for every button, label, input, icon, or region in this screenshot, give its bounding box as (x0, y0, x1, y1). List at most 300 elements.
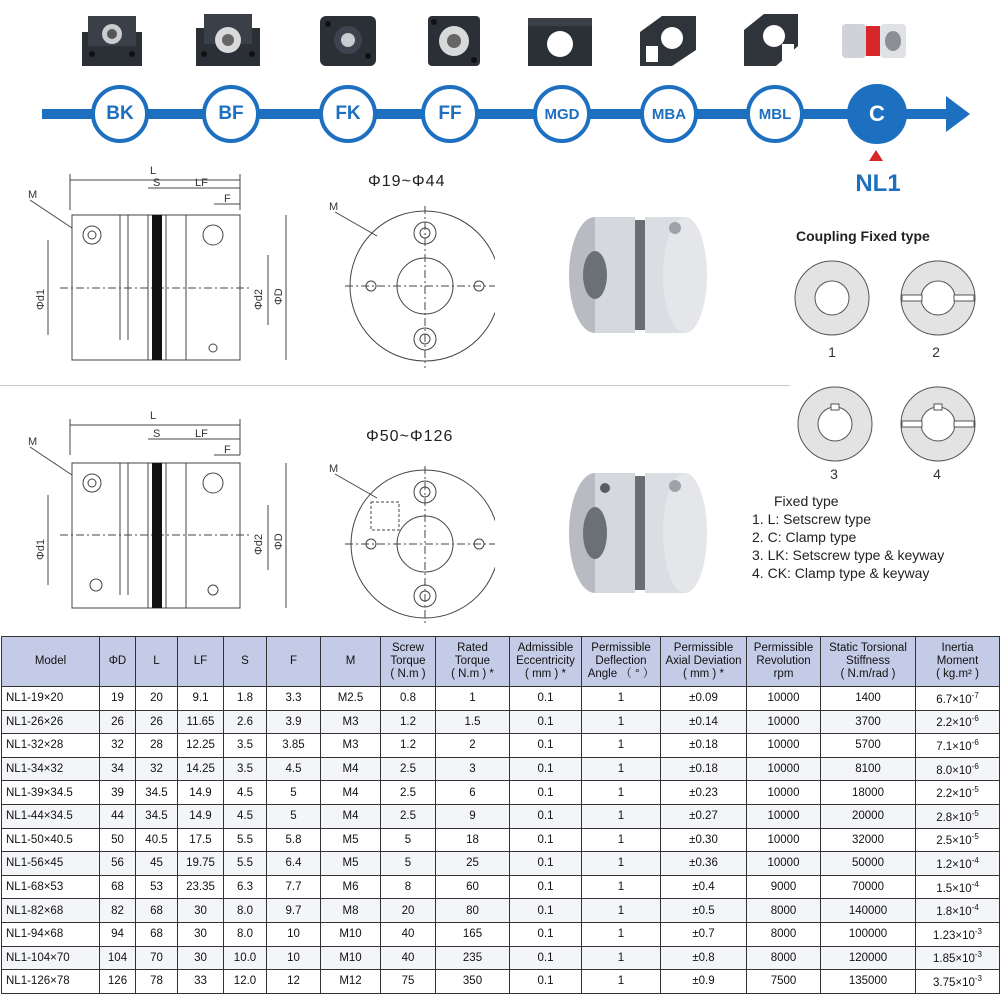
cell-rated-torque: 9 (436, 804, 510, 828)
dim-label-d1: Φd1 (35, 288, 47, 310)
header-line: M (345, 655, 356, 667)
column-header-inertia (916, 637, 1000, 687)
cell-rated-torque: 1.5 (436, 710, 510, 734)
header-line: Inertia (941, 642, 974, 654)
fixed-type-legend (752, 492, 944, 582)
cell-outer-diameter: 26 (100, 710, 136, 734)
cell-stiffness: 50000 (821, 852, 916, 876)
cell-model: NL1-26×26 (2, 710, 100, 734)
cell-revolution: 10000 (747, 804, 821, 828)
nav-node-mbl[interactable]: MBL (746, 85, 804, 143)
cell-s: 6.3 (224, 875, 267, 899)
coupling-photo-small (560, 200, 710, 350)
cell-f: 3.9 (267, 710, 321, 734)
table-row (2, 852, 1000, 876)
cell-outer-diameter: 32 (100, 734, 136, 758)
header-line: Torque (390, 655, 426, 667)
cell-axial-deviation: ±0.30 (661, 828, 747, 852)
cell-inertia: $1.5\times 10^{-4}$ (916, 875, 1000, 899)
cell-screw-torque: 40 (381, 946, 436, 970)
cell-screw-torque: 2.5 (381, 804, 436, 828)
table-row (2, 922, 1000, 946)
cell-m: M4 (321, 804, 381, 828)
nav-timeline-line (42, 109, 950, 119)
cell-axial-deviation: ±0.5 (661, 899, 747, 923)
table-row (2, 804, 1000, 828)
table-row (2, 687, 1000, 711)
table-row (2, 970, 1000, 994)
ff-support-unit-image (418, 10, 490, 70)
header-line: ( N.m/rad ) (840, 668, 896, 680)
nav-node-mba[interactable]: MBA (640, 85, 698, 143)
cell-lf: 33 (178, 970, 224, 994)
cell-deflection-angle: 1 (582, 781, 661, 805)
cell-model: NL1-19×20 (2, 687, 100, 711)
table-header-row (2, 637, 1000, 687)
cell-inertia: $2.2\times 10^{-6}$ (916, 710, 1000, 734)
table-row (2, 899, 1000, 923)
cell-deflection-angle: 1 (582, 757, 661, 781)
nav-node-ff[interactable]: FF (421, 85, 479, 143)
cell-eccentricity: 0.1 (510, 828, 582, 852)
cell-axial-deviation: ±0.18 (661, 757, 747, 781)
cell-lf: 30 (178, 922, 224, 946)
cell-length: 68 (136, 922, 178, 946)
cell-axial-deviation: ±0.36 (661, 852, 747, 876)
header-line: Permissible (673, 642, 734, 654)
fixed-type-1-label: 1 (828, 344, 836, 360)
cell-screw-torque: 0.8 (381, 687, 436, 711)
cell-eccentricity: 0.1 (510, 899, 582, 923)
cell-lf: 30 (178, 946, 224, 970)
cell-m: M6 (321, 875, 381, 899)
cell-model: NL1-34×32 (2, 757, 100, 781)
cell-screw-torque: 75 (381, 970, 436, 994)
fixed-type-2-label: 2 (932, 344, 940, 360)
cell-stiffness: 8100 (821, 757, 916, 781)
cell-f: 6.4 (267, 852, 321, 876)
cell-rated-torque: 18 (436, 828, 510, 852)
table-row (2, 781, 1000, 805)
cell-rated-torque: 2 (436, 734, 510, 758)
cell-revolution: 10000 (747, 828, 821, 852)
front-label-m: M (329, 201, 339, 213)
cell-deflection-angle: 1 (582, 970, 661, 994)
header-line: Angle （ ° ） (587, 668, 655, 680)
cell-s: 8.0 (224, 899, 267, 923)
cell-stiffness: 20000 (821, 804, 916, 828)
cell-inertia: $1.8\times 10^{-4}$ (916, 899, 1000, 923)
cell-rated-torque: 1 (436, 687, 510, 711)
cell-length: 20 (136, 687, 178, 711)
cell-revolution: 9000 (747, 875, 821, 899)
cell-outer-diameter: 39 (100, 781, 136, 805)
cell-lf: 23.35 (178, 875, 224, 899)
front-label-m: M (329, 463, 339, 475)
table-row (2, 946, 1000, 970)
cell-s: 3.5 (224, 734, 267, 758)
nav-node-fk[interactable]: FK (319, 85, 377, 143)
cell-stiffness: 5700 (821, 734, 916, 758)
cell-revolution: 10000 (747, 734, 821, 758)
fixed-type-legend-item: 2. C: Clamp type (752, 529, 857, 545)
mba-motor-bracket-image (632, 10, 704, 70)
header-line: ( mm ) * (683, 668, 724, 680)
column-header-eccentricity (510, 637, 582, 687)
cell-screw-torque: 2.5 (381, 781, 436, 805)
fixed-type-legend-item: 1. L: Setscrew type (752, 511, 872, 527)
cell-outer-diameter: 34 (100, 757, 136, 781)
cell-m: M10 (321, 946, 381, 970)
column-header-s (224, 637, 267, 687)
cell-inertia: $2.5\times 10^{-5}$ (916, 828, 1000, 852)
cell-outer-diameter: 126 (100, 970, 136, 994)
cell-eccentricity: 0.1 (510, 757, 582, 781)
cell-m: M5 (321, 828, 381, 852)
cell-length: 34.5 (136, 804, 178, 828)
cell-s: 8.0 (224, 922, 267, 946)
cell-length: 45 (136, 852, 178, 876)
cell-stiffness: 70000 (821, 875, 916, 899)
cell-rated-torque: 350 (436, 970, 510, 994)
cell-f: 3.85 (267, 734, 321, 758)
cell-rated-torque: 3 (436, 757, 510, 781)
cell-screw-torque: 20 (381, 899, 436, 923)
section-divider (0, 385, 790, 386)
cell-outer-diameter: 104 (100, 946, 136, 970)
cell-model: NL1-56×45 (2, 852, 100, 876)
fixed-type-legend-item: 4. CK: Clamp type & keyway (752, 565, 930, 581)
cell-m: M4 (321, 781, 381, 805)
cell-outer-diameter: 68 (100, 875, 136, 899)
coupling-front-view-small (325, 198, 495, 373)
cell-rated-torque: 60 (436, 875, 510, 899)
range-label-large: Φ50~Φ126 (366, 428, 454, 445)
header-line: Permissible (591, 642, 651, 654)
cell-outer-diameter: 56 (100, 852, 136, 876)
cell-s: 4.5 (224, 781, 267, 805)
cell-deflection-angle: 1 (582, 922, 661, 946)
cell-deflection-angle: 1 (582, 946, 661, 970)
column-header-length (136, 637, 178, 687)
header-line: Screw (392, 642, 424, 654)
cell-deflection-angle: 1 (582, 804, 661, 828)
cell-outer-diameter: 94 (100, 922, 136, 946)
coupling-photo-large (560, 458, 710, 608)
cell-inertia: $2.8\times 10^{-5}$ (916, 804, 1000, 828)
cell-length: 26 (136, 710, 178, 734)
column-header-outer-diameter (100, 637, 136, 687)
cell-screw-torque: 5 (381, 852, 436, 876)
cell-lf: 14.9 (178, 781, 224, 805)
cell-eccentricity: 0.1 (510, 922, 582, 946)
cell-m: M2.5 (321, 687, 381, 711)
header-line: ( N.m ) (390, 668, 426, 680)
cell-eccentricity: 0.1 (510, 687, 582, 711)
header-line: Stiffness (846, 655, 890, 667)
cell-revolution: 7500 (747, 970, 821, 994)
cell-inertia: $8.0\times 10^{-6}$ (916, 757, 1000, 781)
cell-s: 5.5 (224, 852, 267, 876)
cell-lf: 14.25 (178, 757, 224, 781)
cell-inertia: $1.85\times 10^{-3}$ (916, 946, 1000, 970)
cell-m: M3 (321, 710, 381, 734)
cell-s: 2.6 (224, 710, 267, 734)
cell-lf: 12.25 (178, 734, 224, 758)
cell-f: 9.7 (267, 899, 321, 923)
cell-stiffness: 1400 (821, 687, 916, 711)
cell-stiffness: 140000 (821, 899, 916, 923)
cell-eccentricity: 0.1 (510, 970, 582, 994)
range-label-small: Φ19~Φ44 (368, 173, 446, 190)
cell-rated-torque: 165 (436, 922, 510, 946)
dim-label-s: S (153, 177, 161, 189)
nav-node-mgd[interactable]: MGD (533, 85, 591, 143)
cell-model: NL1-104×70 (2, 946, 100, 970)
mbl-motor-bracket-image (738, 10, 810, 70)
dim-label-m: M (28, 436, 38, 448)
table-row (2, 710, 1000, 734)
fixed-type-3-label: 3 (830, 466, 838, 482)
header-line: ( kg.m² ) (936, 668, 979, 680)
cell-s: 12.0 (224, 970, 267, 994)
cell-axial-deviation: ±0.4 (661, 875, 747, 899)
cell-screw-torque: 1.2 (381, 734, 436, 758)
nav-arrow-icon (946, 96, 970, 132)
column-header-screw-torque (381, 637, 436, 687)
cell-m: M12 (321, 970, 381, 994)
cell-axial-deviation: ±0.09 (661, 687, 747, 711)
header-line: ( mm ) * (525, 668, 566, 680)
cell-s: 4.5 (224, 804, 267, 828)
cell-m: M3 (321, 734, 381, 758)
coupling-side-view-small (0, 160, 310, 370)
column-header-deflection-angle (582, 637, 661, 687)
column-header-m (321, 637, 381, 687)
header-line: Revolution (756, 655, 811, 667)
fk-support-unit-image (312, 10, 384, 70)
coupling-side-view-large (0, 405, 310, 615)
header-line: Torque (454, 655, 491, 667)
product-series-nav (0, 0, 1000, 170)
cell-length: 70 (136, 946, 178, 970)
fixed-type-legend-title: Fixed type (774, 493, 839, 509)
fixed-type-4-label: 4 (933, 466, 941, 482)
cell-eccentricity: 0.1 (510, 875, 582, 899)
nav-node-bf[interactable]: BF (202, 85, 260, 143)
cell-m: M5 (321, 852, 381, 876)
cell-model: NL1-39×34.5 (2, 781, 100, 805)
cell-screw-torque: 2.5 (381, 757, 436, 781)
cell-eccentricity: 0.1 (510, 781, 582, 805)
cell-inertia: $6.7\times 10^{-7}$ (916, 687, 1000, 711)
cell-outer-diameter: 82 (100, 899, 136, 923)
cell-stiffness: 135000 (821, 970, 916, 994)
cell-deflection-angle: 1 (582, 899, 661, 923)
cell-eccentricity: 0.1 (510, 946, 582, 970)
cell-deflection-angle: 1 (582, 828, 661, 852)
column-header-revolution (747, 637, 821, 687)
column-header-model (2, 637, 100, 687)
cell-f: 3.3 (267, 687, 321, 711)
header-line: Permissible (753, 642, 814, 654)
header-line: ( N.m ) * (451, 668, 494, 680)
cell-s: 3.5 (224, 757, 267, 781)
column-header-lf (178, 637, 224, 687)
cell-m: M8 (321, 899, 381, 923)
cell-inertia: $1.23\times 10^{-3}$ (916, 922, 1000, 946)
header-line: LF (193, 655, 208, 667)
cell-lf: 19.75 (178, 852, 224, 876)
fixed-type-1-setscrew-icon (792, 258, 872, 338)
cell-f: 5.8 (267, 828, 321, 852)
cell-deflection-angle: 1 (582, 734, 661, 758)
cell-model: NL1-94×68 (2, 922, 100, 946)
specification-table (1, 636, 1000, 994)
cell-lf: 30 (178, 899, 224, 923)
coupling-front-view-large (325, 458, 495, 628)
table-body (2, 687, 1000, 994)
cell-stiffness: 32000 (821, 828, 916, 852)
cell-deflection-angle: 1 (582, 710, 661, 734)
cell-eccentricity: 0.1 (510, 852, 582, 876)
cell-screw-torque: 8 (381, 875, 436, 899)
bk-support-unit-image (76, 10, 148, 70)
cell-stiffness: 18000 (821, 781, 916, 805)
dim-label-f: F (224, 444, 231, 456)
table-row (2, 757, 1000, 781)
dim-label-f: F (224, 193, 231, 205)
cell-axial-deviation: ±0.18 (661, 734, 747, 758)
dim-label-d1: Φd1 (35, 538, 47, 560)
header-line: ΦD (108, 655, 127, 667)
nav-node-bk[interactable]: BK (91, 85, 149, 143)
cell-inertia: $2.2\times 10^{-5}$ (916, 781, 1000, 805)
cell-stiffness: 100000 (821, 922, 916, 946)
header-line: Eccentricity (516, 655, 575, 667)
cell-s: 5.5 (224, 828, 267, 852)
cell-eccentricity: 0.1 (510, 734, 582, 758)
header-line: Rated (457, 642, 488, 654)
column-header-rated-torque (436, 637, 510, 687)
cell-rated-torque: 6 (436, 781, 510, 805)
cell-length: 68 (136, 899, 178, 923)
cell-f: 4.5 (267, 757, 321, 781)
column-header-stiffness (821, 637, 916, 687)
cell-f: 5 (267, 804, 321, 828)
nav-node-c-active[interactable]: C (847, 84, 907, 144)
column-header-f (267, 637, 321, 687)
cell-outer-diameter: 19 (100, 687, 136, 711)
cell-axial-deviation: ±0.23 (661, 781, 747, 805)
cell-screw-torque: 5 (381, 828, 436, 852)
bf-support-unit-image (192, 10, 264, 70)
cell-model: NL1-82×68 (2, 899, 100, 923)
cell-revolution: 8000 (747, 946, 821, 970)
header-line: Static Torsional (829, 642, 907, 654)
cell-rated-torque: 235 (436, 946, 510, 970)
cell-revolution: 10000 (747, 687, 821, 711)
cell-model: NL1-126×78 (2, 970, 100, 994)
header-line: Moment (936, 655, 979, 667)
cell-axial-deviation: ±0.14 (661, 710, 747, 734)
cell-revolution: 8000 (747, 899, 821, 923)
table-row (2, 734, 1000, 758)
dim-label-s: S (153, 428, 161, 440)
cell-length: 28 (136, 734, 178, 758)
cell-model: NL1-32×28 (2, 734, 100, 758)
cell-m: M4 (321, 757, 381, 781)
cell-lf: 9.1 (178, 687, 224, 711)
cell-model: NL1-50×40.5 (2, 828, 100, 852)
header-line: Model (34, 655, 67, 667)
cell-deflection-angle: 1 (582, 875, 661, 899)
fixed-type-legend-item: 3. LK: Setscrew type & keyway (752, 547, 945, 563)
cell-revolution: 8000 (747, 922, 821, 946)
active-marker-icon (869, 150, 883, 161)
cell-length: 34.5 (136, 781, 178, 805)
cell-stiffness: 3700 (821, 710, 916, 734)
cell-eccentricity: 0.1 (510, 804, 582, 828)
header-line: Deflection (595, 655, 647, 667)
table-row (2, 875, 1000, 899)
cell-axial-deviation: ±0.7 (661, 922, 747, 946)
cell-stiffness: 120000 (821, 946, 916, 970)
cell-revolution: 10000 (747, 710, 821, 734)
dim-label-l: L (150, 165, 157, 177)
cell-rated-torque: 80 (436, 899, 510, 923)
cell-axial-deviation: ±0.9 (661, 970, 747, 994)
cell-rated-torque: 25 (436, 852, 510, 876)
dim-label-d2: Φd2 (253, 533, 265, 555)
header-line: F (289, 655, 298, 667)
column-header-axial-deviation (661, 637, 747, 687)
mgd-motor-bracket-image (524, 10, 596, 70)
dim-label-outer-d: ΦD (273, 288, 285, 305)
cell-eccentricity: 0.1 (510, 710, 582, 734)
cell-inertia: $7.1\times 10^{-6}$ (916, 734, 1000, 758)
cell-axial-deviation: ±0.8 (661, 946, 747, 970)
cell-f: 7.7 (267, 875, 321, 899)
cell-outer-diameter: 50 (100, 828, 136, 852)
cell-f: 12 (267, 970, 321, 994)
header-line: Admissible (517, 642, 574, 654)
cell-revolution: 10000 (747, 757, 821, 781)
cell-revolution: 10000 (747, 781, 821, 805)
cell-lf: 14.9 (178, 804, 224, 828)
dim-label-outer-d: ΦD (273, 533, 285, 550)
header-line: S (241, 655, 249, 667)
cell-screw-torque: 1.2 (381, 710, 436, 734)
cell-length: 78 (136, 970, 178, 994)
cell-length: 40.5 (136, 828, 178, 852)
cell-revolution: 10000 (747, 852, 821, 876)
header-line: Axial Deviation (665, 655, 742, 667)
dim-label-lf: LF (195, 177, 208, 189)
cell-model: NL1-68×53 (2, 875, 100, 899)
cell-length: 53 (136, 875, 178, 899)
cell-s: 10.0 (224, 946, 267, 970)
fixed-type-2-clamp-icon (898, 258, 978, 338)
cell-screw-torque: 40 (381, 922, 436, 946)
cell-m: M10 (321, 922, 381, 946)
header-line: rpm (773, 668, 794, 680)
cell-f: 5 (267, 781, 321, 805)
table-row (2, 828, 1000, 852)
dim-label-lf: LF (195, 428, 208, 440)
cell-f: 10 (267, 922, 321, 946)
cell-inertia: $3.75\times 10^{-3}$ (916, 970, 1000, 994)
